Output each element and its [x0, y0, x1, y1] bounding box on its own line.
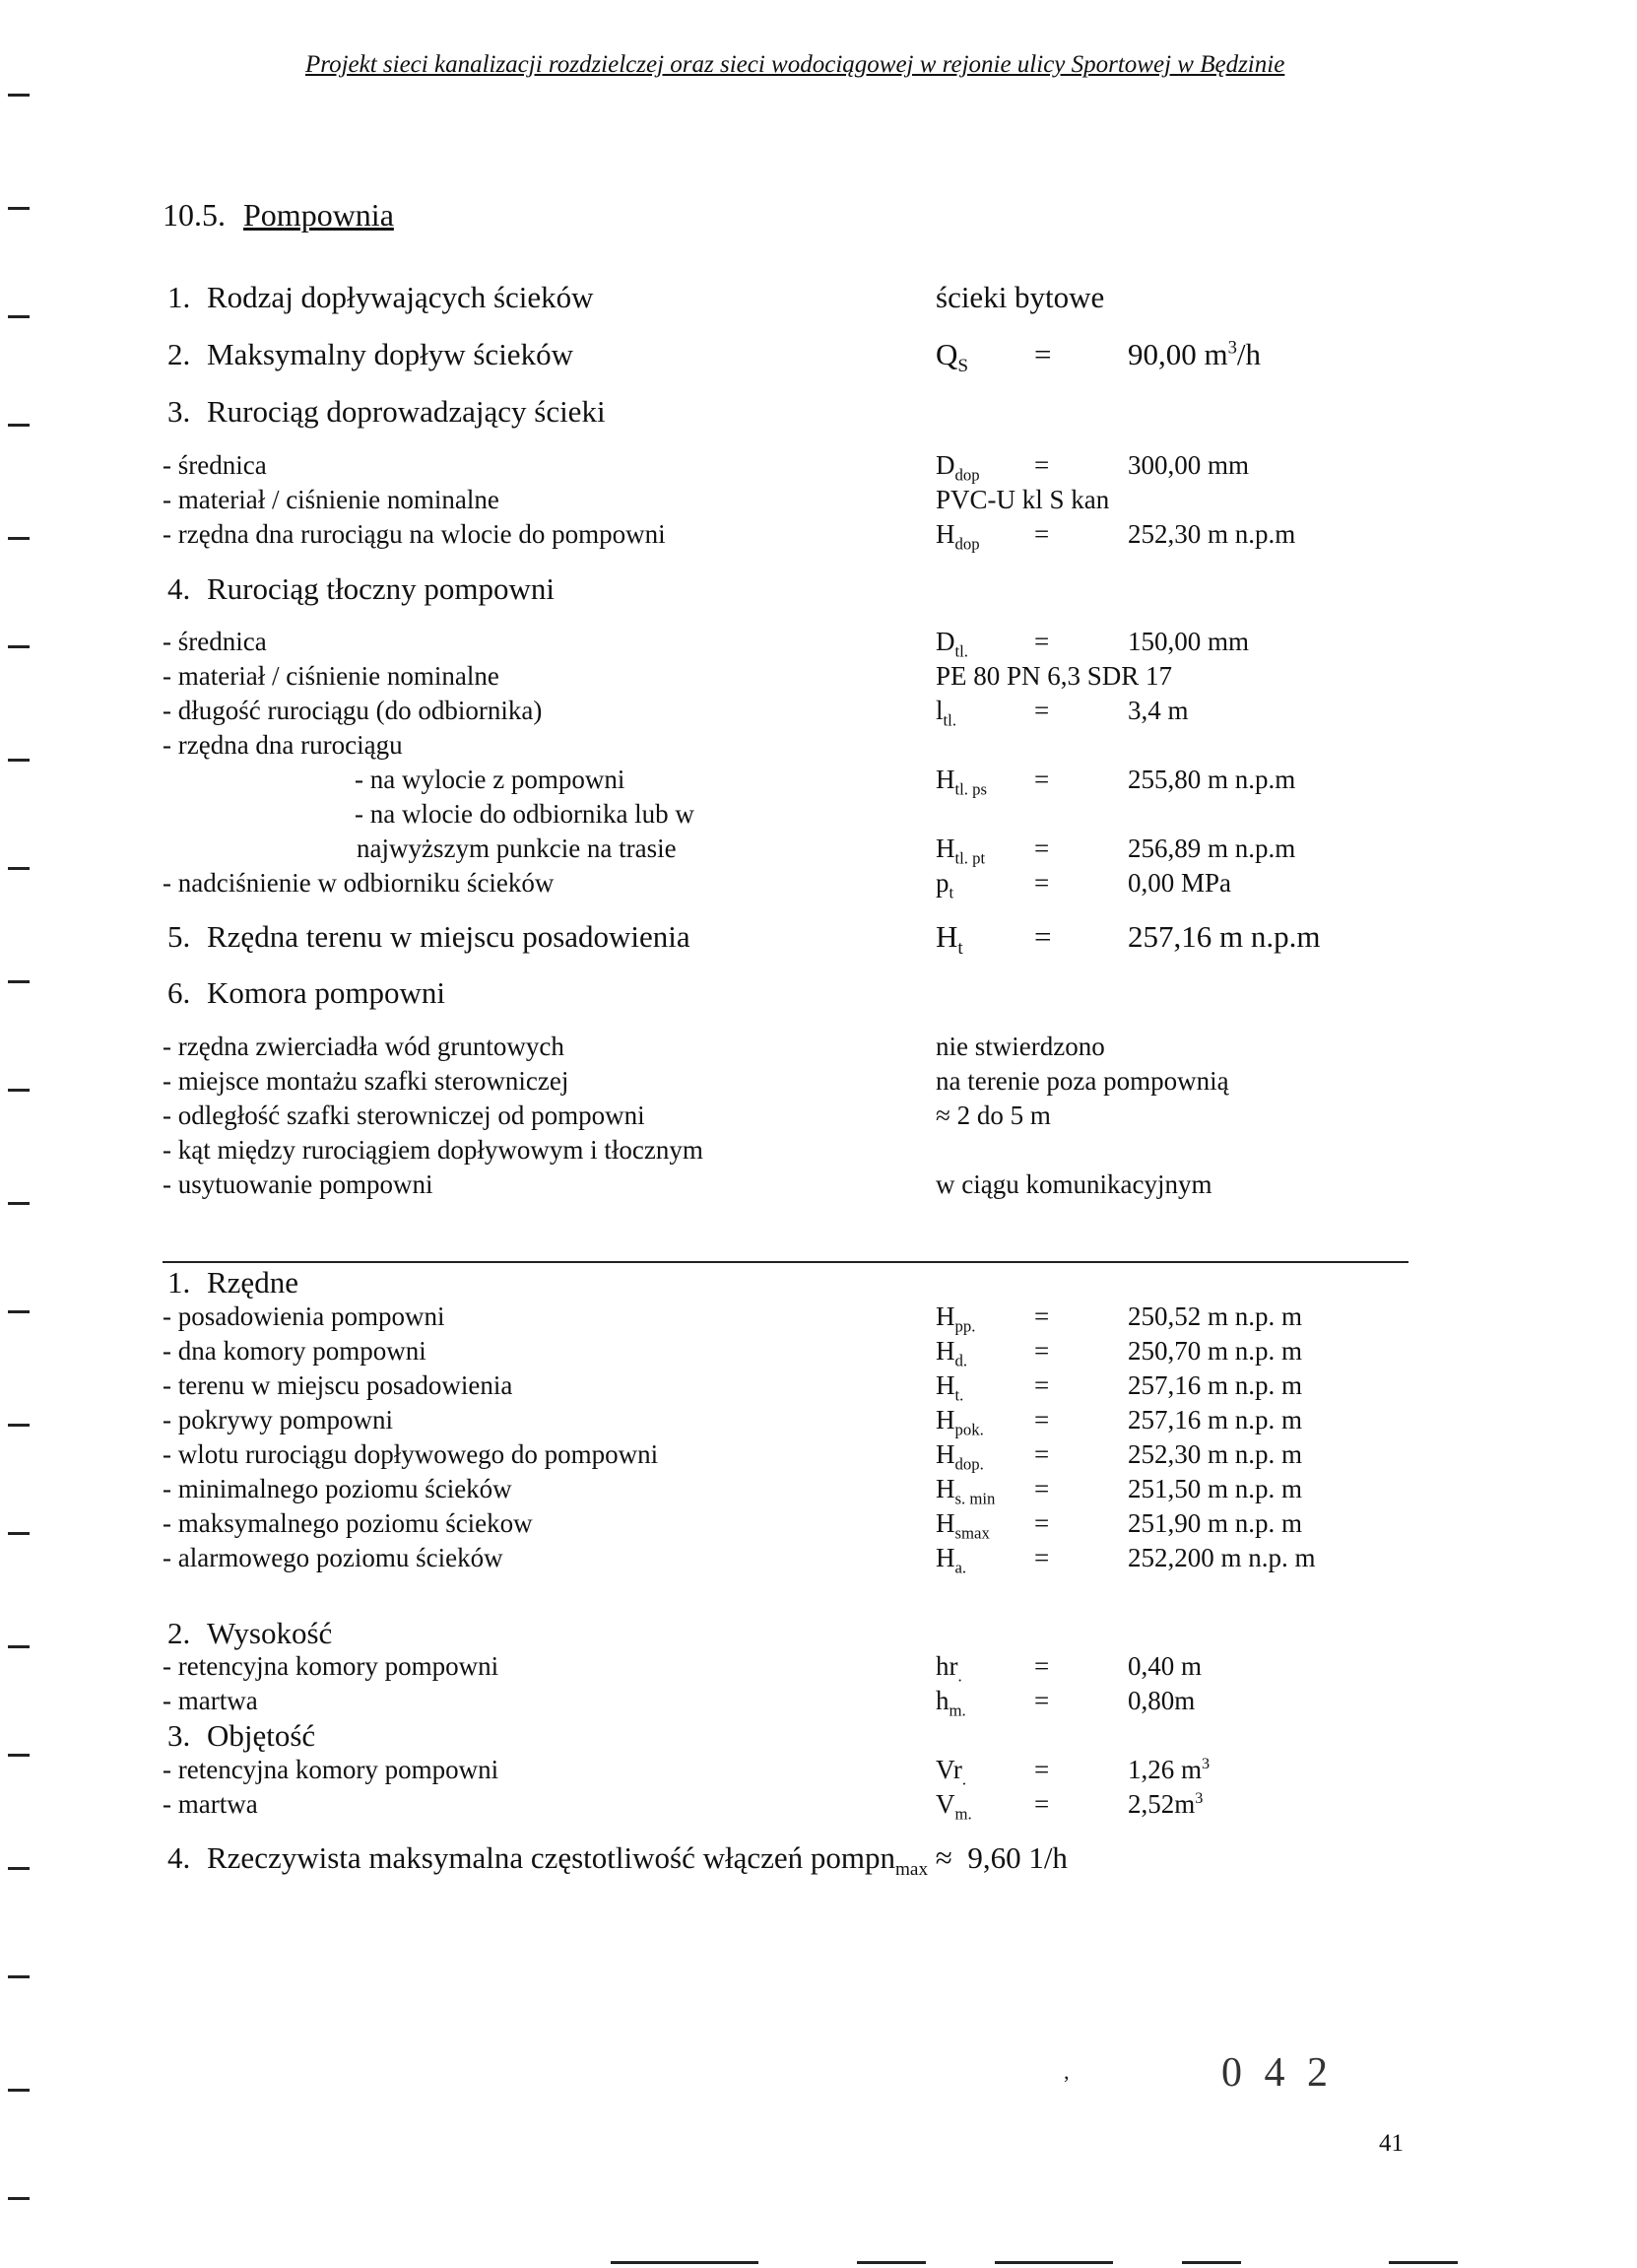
ord-1g-value: 251,90 m n.p. m: [1128, 1508, 1303, 1538]
item-6-label: 6. Komora pompowni: [167, 975, 445, 1010]
item-2-label: 2. Maksymalny dopływ ścieków: [167, 337, 573, 371]
item-1-label: 1. Rodzaj dopływających ścieków: [167, 280, 594, 314]
page-header: Projekt sieci kanalizacji rozdzielczej oraz sieci wodociągowej w rejonie ulicy Sportowej w Będzinie: [305, 51, 1285, 78]
ord-1a-symbol: $H_{pp.}$: [936, 1301, 976, 1336]
scan-edge-mark: [995, 2261, 1113, 2264]
margin-mark: [8, 315, 30, 318]
item-3a-symbol: $D_{dop}$: [936, 450, 980, 485]
ord-1d-eq: =: [1034, 1405, 1050, 1434]
item-4-label: 4. Rurociąg tłoczny pompowni: [167, 571, 555, 606]
ord-1h-eq: =: [1034, 1543, 1050, 1572]
item-6c-value: ≈ 2 do 5 m: [936, 1101, 1051, 1130]
item-3b-label: - materiał / ciśnienie nominalne: [163, 485, 499, 514]
margin-mark: [8, 1532, 30, 1535]
ord-1g-eq: =: [1034, 1508, 1050, 1538]
item-5-value: 257,16 m n.p.m: [1128, 919, 1321, 954]
ord-1b-eq: =: [1034, 1336, 1050, 1366]
ord-1b-symbol: $H_{d.}$: [936, 1336, 968, 1370]
ord-2a-value: 0,40 m: [1128, 1651, 1203, 1681]
scan-edge-mark: [1389, 2261, 1458, 2264]
ord-2b-label: - martwa: [163, 1686, 258, 1715]
ord-1c-eq: =: [1034, 1370, 1050, 1400]
item-2-value: 90,00 $m^3/h$: [1128, 337, 1262, 371]
item-4c-symbol: $l_{tl.}$: [936, 696, 956, 730]
ord-2b-eq: =: [1034, 1686, 1050, 1715]
ord-1b-value: 250,70 m n.p. m: [1128, 1336, 1303, 1366]
ord-3b-eq: =: [1034, 1789, 1050, 1819]
ord-1c-symbol: $H_{t.}$: [936, 1370, 964, 1405]
item-6e-label: - usytuowanie pompowni: [163, 1169, 433, 1199]
ord-1f-symbol: $H_{s. min}$: [936, 1474, 996, 1508]
ord-1e-value: 252,30 m n.p. m: [1128, 1439, 1303, 1469]
item-4c-eq: =: [1034, 696, 1050, 725]
item-4a-eq: =: [1034, 627, 1050, 656]
item-4b-label: - materiał / ciśnienie nominalne: [163, 661, 499, 691]
scan-edge-mark: [611, 2261, 758, 2264]
item-4a-symbol: $D_{tl.}$: [936, 627, 968, 661]
ord-3b-value: $2,52m^3$: [1128, 1789, 1204, 1819]
ord-1c-label: - terenu w miejscu posadowienia: [163, 1370, 513, 1400]
margin-mark: [8, 1754, 30, 1757]
item-3c-symbol: $H_{dop}$: [936, 519, 980, 554]
item-4c-label: - długość rurociągu (do odbiornika): [163, 696, 543, 725]
margin-mark: [8, 94, 30, 97]
ord-1e-symbol: $H_{dop.}$: [936, 1439, 984, 1474]
ord-3b-symbol: $V_{m.}$: [936, 1789, 972, 1824]
item-6d-label: - kąt między rurociągiem dopływowym i tłocznym: [163, 1135, 703, 1165]
item-2-symbol: $Q_S$: [936, 337, 969, 377]
margin-mark: [8, 2197, 30, 2200]
ord-1f-label: - minimalnego poziomu ścieków: [163, 1474, 512, 1503]
ord-1f-value: 251,50 m n.p. m: [1128, 1474, 1303, 1503]
item-4e-eq: =: [1034, 765, 1050, 794]
item-4g-symbol: $H_{tl. pt}$: [936, 834, 986, 868]
item-6b-label: - miejsce montażu szafki sterowniczej: [163, 1066, 569, 1096]
ord-2a-symbol: $hr_.$: [936, 1651, 962, 1686]
item-4g-label: najwyższym punkcie na trasie: [357, 834, 677, 863]
item-4g-value: 256,89 m n.p.m: [1128, 834, 1296, 863]
margin-mark: [8, 980, 30, 983]
item-3a-eq: =: [1034, 450, 1050, 480]
item-4e-value: 255,80 m n.p.m: [1128, 765, 1296, 794]
ord-1h-label: - alarmowego poziomu ścieków: [163, 1543, 503, 1572]
scan-edge-mark: [1182, 2261, 1241, 2264]
item-4h-symbol: $p_t$: [936, 868, 954, 902]
item-4h-value: 0,00 MPa: [1128, 868, 1232, 898]
item-4a-value: 150,00 mm: [1128, 627, 1250, 656]
margin-mark: [8, 1867, 30, 1870]
ord-1d-symbol: $H_{pok.}$: [936, 1405, 984, 1439]
section-heading: [163, 197, 394, 233]
item-2-eq: =: [1034, 337, 1052, 371]
ord-2b-value: 0,80m: [1128, 1686, 1196, 1715]
margin-mark: [8, 1424, 30, 1427]
item-4a-label: - średnica: [163, 627, 267, 656]
item-4c-value: 3,4 m: [1128, 696, 1189, 725]
separator-line: [163, 1261, 1408, 1263]
item-3a-label: - średnica: [163, 450, 267, 480]
item-5-symbol: $H_t$: [936, 919, 963, 960]
ord-3a-symbol: $Vr_.$: [936, 1755, 967, 1789]
item-6c-label: - odległość szafki sterowniczej od pompowni: [163, 1101, 645, 1130]
item-6a-label: - rzędna zwierciadła wód gruntowych: [163, 1032, 564, 1061]
ord-2a-eq: =: [1034, 1651, 1050, 1681]
item-5-eq: =: [1034, 919, 1052, 954]
page-number: 41: [1379, 2130, 1404, 2157]
ord-2-label: 2. Wysokość: [167, 1616, 333, 1650]
ord-3a-value: 1,26 $m^3$: [1128, 1755, 1211, 1784]
item-4h-eq: =: [1034, 868, 1050, 898]
section-title: Pompownia: [243, 197, 394, 233]
ord-1f-eq: =: [1034, 1474, 1050, 1503]
margin-mark: [8, 867, 30, 870]
margin-mark: [8, 1202, 30, 1205]
margin-mark: [8, 1645, 30, 1648]
margin-mark: [8, 424, 30, 427]
item-4f-label: - na wlocie do odbiornika lub w: [355, 799, 694, 829]
item-3c-value: 252,30 m n.p.m: [1128, 519, 1296, 549]
margin-mark: [8, 1310, 30, 1313]
item-1-value: ścieki bytowe: [936, 280, 1105, 314]
ord-1h-symbol: $H_{a.}$: [936, 1543, 967, 1577]
ord-1g-label: - maksymalnego poziomu ściekow: [163, 1508, 533, 1538]
ord-3-label: 3. Objętość: [167, 1718, 316, 1753]
ord-1b-label: - dna komory pompowni: [163, 1336, 426, 1366]
ord-3b-label: - martwa: [163, 1789, 258, 1819]
section-number: 10.5.: [163, 197, 226, 233]
ord-2b-symbol: $h_{m.}$: [936, 1686, 966, 1720]
item-3-label: 3. Rurociąg doprowadzający ścieki: [167, 394, 606, 429]
item-4e-label: - na wylocie z pompowni: [355, 765, 625, 794]
ord-4-line: 4. Rzeczywista maksymalna częstotliwość włączeń pompn$_{max}$ ≈ 9,60 1/h: [167, 1840, 1068, 1881]
item-3a-value: 300,00 mm: [1128, 450, 1250, 480]
ord-1c-value: 257,16 m n.p. m: [1128, 1370, 1303, 1400]
item-4e-symbol: $H_{tl. ps}$: [936, 765, 988, 799]
item-6a-value: nie stwierdzono: [936, 1032, 1105, 1061]
ord-2a-label: - retencyjna komory pompowni: [163, 1651, 499, 1681]
ord-1h-value: 252,200 m n.p. m: [1128, 1543, 1316, 1572]
margin-mark: [8, 2089, 30, 2092]
ord-1a-eq: =: [1034, 1301, 1050, 1331]
margin-mark: [8, 1089, 30, 1092]
ord-1e-label: - wlotu rurociągu dopływowego do pompowni: [163, 1439, 659, 1469]
item-3c-label: - rzędna dna rurociągu na wlocie do pompowni: [163, 519, 666, 549]
item-6b-value: na terenie poza pompownią: [936, 1066, 1229, 1096]
item-6e-value: w ciągu komunikacyjnym: [936, 1169, 1212, 1199]
ord-1-label: 1. Rzędne: [167, 1265, 298, 1300]
margin-mark: [8, 537, 30, 540]
scan-edge-mark: [857, 2261, 926, 2264]
ord-1e-eq: =: [1034, 1439, 1050, 1469]
stamp-number: 0 4 2: [1221, 2050, 1334, 2096]
item-4h-label: - nadciśnienie w odbiorniku ścieków: [163, 868, 555, 898]
item-3c-eq: =: [1034, 519, 1050, 549]
ord-1g-symbol: $H_{smax}$: [936, 1508, 990, 1543]
ord-3a-eq: =: [1034, 1755, 1050, 1784]
ord-1a-value: 250,52 m n.p. m: [1128, 1301, 1303, 1331]
ord-1d-value: 257,16 m n.p. m: [1128, 1405, 1303, 1434]
ord-1a-label: - posadowienia pompowni: [163, 1301, 445, 1331]
item-4d-label: - rzędna dna rurociągu: [163, 730, 403, 760]
item-5-label: 5. Rzędna terenu w miejscu posadowienia: [167, 919, 690, 954]
margin-mark: [8, 207, 30, 210]
margin-mark: [8, 645, 30, 648]
item-4b-value: PE 80 PN 6,3 SDR 17: [936, 661, 1173, 691]
pen-mark: ,: [1064, 2059, 1070, 2084]
item-3b-value: PVC-U kl S kan: [936, 485, 1110, 514]
item-4g-eq: =: [1034, 834, 1050, 863]
margin-mark: [8, 759, 30, 762]
margin-mark: [8, 1975, 30, 1978]
ord-3a-label: - retencyjna komory pompowni: [163, 1755, 499, 1784]
ord-1d-label: - pokrywy pompowni: [163, 1405, 393, 1434]
